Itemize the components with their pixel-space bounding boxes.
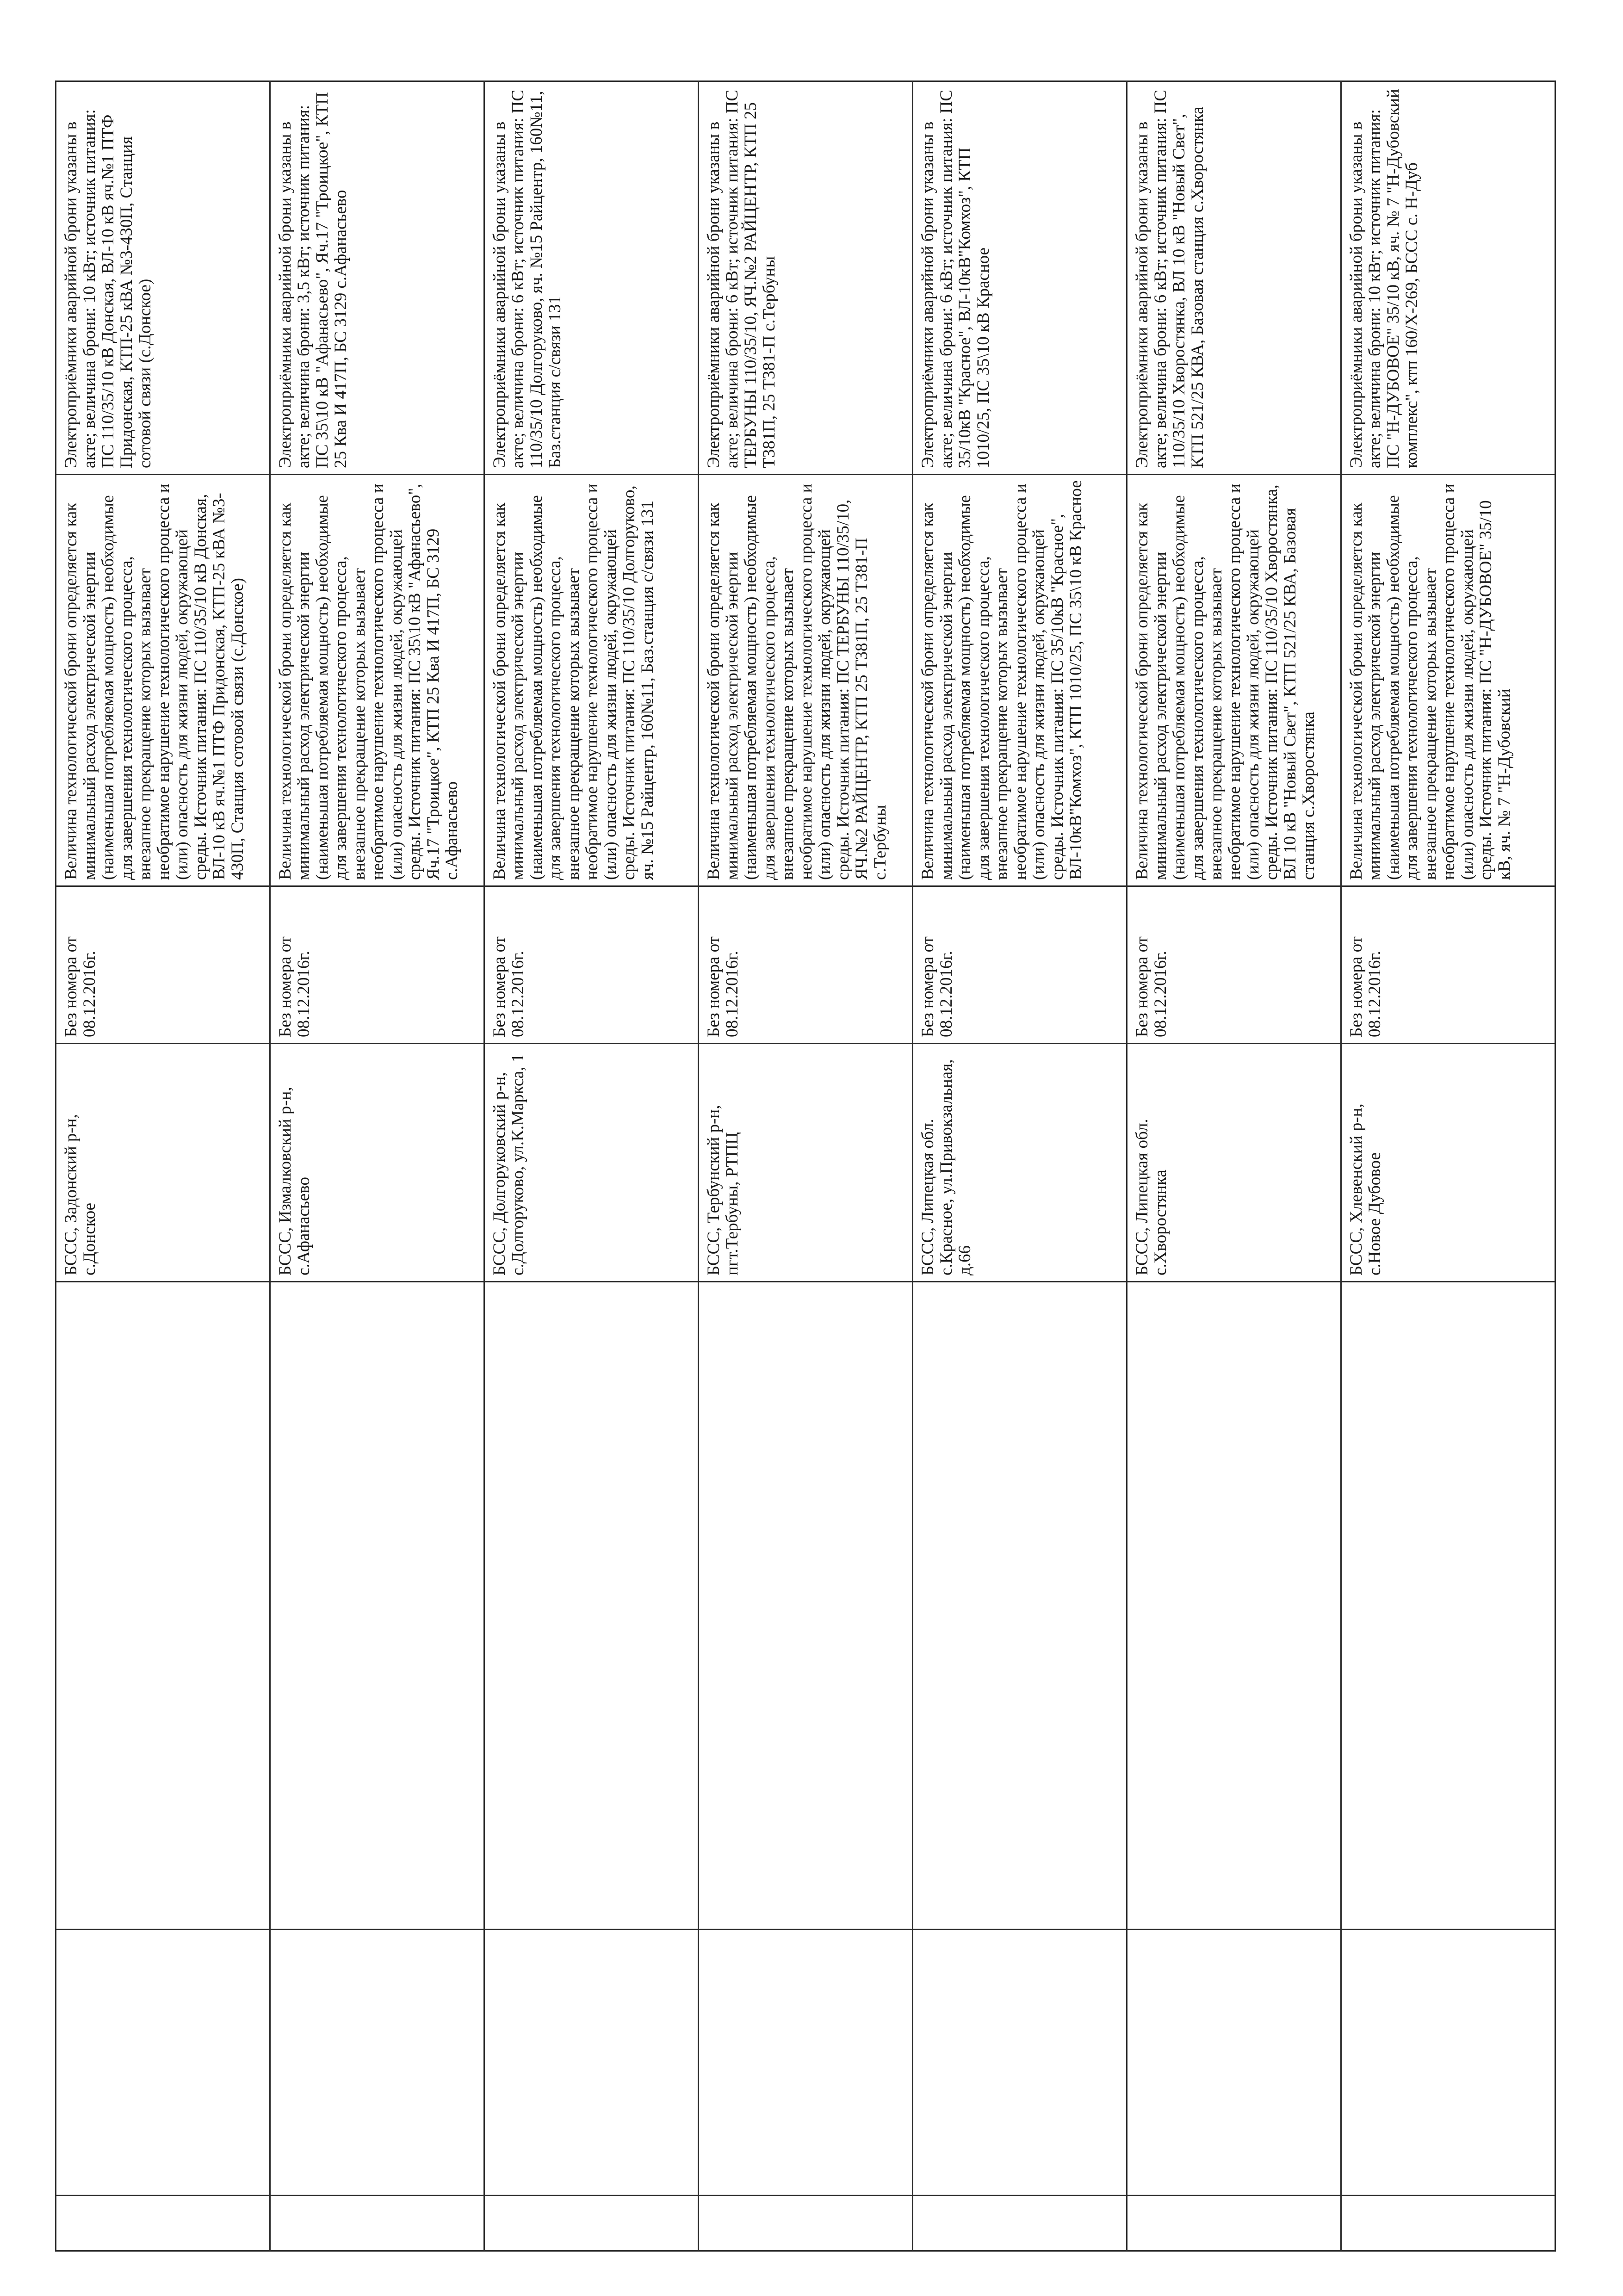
emergency-reserve-cell: Электроприёмники аварийной брони указаны в акте; величина брони: 6 кВт; источник питания: ПС ТЕРБУНЫ 110/35/10, ЯЧ.№2 РАЙЦЕНТР, КТП 25 Т381П, 25 Т381-П с.Тербуны — [699, 81, 913, 475]
location-cell: БССС, Долгоруковский р-н, с.Долгоруково, ул.К.Маркса, 1 — [484, 1044, 699, 1282]
location-cell: БССС, Хлевенский р-н, с.Новое Дубовое — [1341, 1044, 1555, 1282]
table-row — [699, 81, 913, 2251]
emergency-reserve-cell: Электроприёмники аварийной брони указаны в акте; величина брони: 6 кВт; источник питания: ПС 110/35/10 Долгоруково, яч. №15 Райцентр, 160№11, Баз.станция с/связи 131 — [484, 81, 699, 475]
empty-cell — [913, 1930, 1127, 2196]
emergency-reserve-cell: Электроприёмники аварийной брони указаны в акте; величина брони: 10 кВт; источник питания: ПС "Н-ДУБОВОЕ" 35/10 кВ, яч. № 7 "Н-Дубовский комплекс", ктп 160/Х-269, БССС с. Н-Дуб — [1341, 81, 1555, 475]
act-cell: Без номера от 08.12.2016г. — [699, 886, 913, 1044]
reserve-table — [55, 80, 1556, 2252]
act-cell: Без номера от 08.12.2016г. — [1127, 886, 1341, 1044]
reserve-table-body — [56, 81, 1555, 2251]
tech-reserve-cell: Величина технологической брони определяется как минимальный расход электрической энергии (наименьшая потребляемая мощность) необходимые для завершения технологического процесса, внезапное прекращение которых вызывает необратимое нарушение технологического процесса и (или) опасность для жизни людей, окружающей среды. Источник питания: ПС ТЕРБУНЫ 110/35/10, ЯЧ.№2 РАЙЦЕНТР, КТП 25 Т381П, 25 Т381-П с.Тербуны — [699, 475, 913, 886]
location-cell: БССС, Тербунский р-н, пгт.Тербуны, РТПЦ — [699, 1044, 913, 1282]
empty-cell — [484, 1282, 699, 1930]
act-cell: Без номера от 08.12.2016г. — [484, 886, 699, 1044]
table-row — [913, 81, 1127, 2251]
location-cell: БССС, Липецкая обл. с.Красное, ул.Привокзальная, д.66 — [913, 1044, 1127, 1282]
rotated-landscape-sheet — [55, 82, 1568, 2252]
location-cell: БССС, Измалковский р-н, с.Афанасьево — [270, 1044, 484, 1282]
location-cell: БССС, Задонский р-н, с.Донское — [56, 1044, 270, 1282]
emergency-reserve-cell: Электроприёмники аварийной брони указаны в акте; величина брони: 6 кВт; источник питания: ПС 35/10кВ "Красное", ВЛ-10кВ"Комхоз", КТП 1010/25, ПС 35\10 кВ Красное — [913, 81, 1127, 475]
empty-cell — [270, 1282, 484, 1930]
emergency-reserve-cell: Электроприёмники аварийной брони указаны в акте; величина брони: 10 кВт; источник питания: ПС 110/35/10 кВ Донская, ВЛ-10 кВ яч.№1 ПТФ Придонская, КТП-25 кВА №3-430П, Станция сотовой связи (с.Донское) — [56, 81, 270, 475]
empty-cell — [1341, 1282, 1555, 1930]
tech-reserve-cell: Величина технологической брони определяется как минимальный расход электрической энергии (наименьшая потребляемая мощность) необходимые для завершения технологического процесса, внезапное прекращение которых вызывает необратимое нарушение технологического процесса и (или) опасность для жизни людей, окружающей среды. Источник питания: ПС 35\10 кВ "Афанасьево", Яч.17 "Троицкое", КТП 25 Ква И 417П, БС 3129 с.Афанасьево — [270, 475, 484, 886]
table-row — [1341, 81, 1555, 2251]
empty-cell — [1341, 1930, 1555, 2196]
table-row — [1127, 81, 1341, 2251]
empty-cell — [913, 1282, 1127, 1930]
empty-cell — [270, 1930, 484, 2196]
empty-cell — [484, 1930, 699, 2196]
empty-cell — [699, 1282, 913, 1930]
tech-reserve-cell: Величина технологической брони определяется как минимальный расход электрической энергии (наименьшая потребляемая мощность) необходимые для завершения технологического процесса, внезапное прекращение которых вызывает необратимое нарушение технологического процесса и (или) опасность для жизни людей, окружающей среды. Источник питания: ПС 110/35/10 Долгоруково, яч. №15 Райцентр, 160№11, Баз.станция с/связи 131 — [484, 475, 699, 886]
act-cell: Без номера от 08.12.2016г. — [913, 886, 1127, 1044]
empty-cell — [484, 2196, 699, 2251]
act-cell: Без номера от 08.12.2016г. — [270, 886, 484, 1044]
table-row — [56, 81, 270, 2251]
tech-reserve-cell: Величина технологической брони определяется как минимальный расход электрической энергии (наименьшая потребляемая мощность) необходимые для завершения технологического процесса, внезапное прекращение которых вызывает необратимое нарушение технологического процесса и (или) опасность для жизни людей, окружающей среды. Источник питания: ПС 110/35/10 Хворостянка, ВЛ 10 кВ "Новый Свет", КТП 521/25 КВА, Базовая станция с.Хворостянка — [1127, 475, 1341, 886]
empty-cell — [56, 1282, 270, 1930]
empty-cell — [1127, 1282, 1341, 1930]
table-row — [484, 81, 699, 2251]
act-cell: Без номера от 08.12.2016г. — [56, 886, 270, 1044]
emergency-reserve-cell: Электроприёмники аварийной брони указаны в акте; величина брони: 6 кВт; источник питания: ПС 110/35/10 Хворостянка, ВЛ 10 кВ "Новый Свет", КТП 521/25 КВА, Базовая станция с.Хворостянка — [1127, 81, 1341, 475]
table-row — [270, 81, 484, 2251]
empty-cell — [913, 2196, 1127, 2251]
empty-cell — [270, 2196, 484, 2251]
tech-reserve-cell: Величина технологической брони определяется как минимальный расход электрической энергии (наименьшая потребляемая мощность) необходимые для завершения технологического процесса, внезапное прекращение которых вызывает необратимое нарушение технологического процесса и (или) опасность для жизни людей, окружающей среды. Источник питания: ПС 35/10кВ "Красное", ВЛ-10кВ"Комхоз", КТП 1010/25, ПС 35\10 кВ Красное — [913, 475, 1127, 886]
act-cell: Без номера от 08.12.2016г. — [1341, 886, 1555, 1044]
empty-cell — [56, 2196, 270, 2251]
empty-cell — [56, 1930, 270, 2196]
empty-cell — [699, 2196, 913, 2251]
location-cell: БССС, Липецкая обл. с.Хворостянка — [1127, 1044, 1341, 1282]
empty-cell — [1341, 2196, 1555, 2251]
empty-cell — [699, 1930, 913, 2196]
tech-reserve-cell: Величина технологической брони определяется как минимальный расход электрической энергии (наименьшая потребляемая мощность) необходимые для завершения технологического процесса, внезапное прекращение которых вызывает необратимое нарушение технологического процесса и (или) опасность для жизни людей, окружающей среды. Источник питания: ПС 110/35/10 кВ Донская, ВЛ-10 кВ яч.№1 ПТФ Придонская, КТП-25 кВА №3-430П, Станция сотовой связи (с.Донское) — [56, 475, 270, 886]
tech-reserve-cell: Величина технологической брони определяется как минимальный расход электрической энергии (наименьшая потребляемая мощность) необходимые для завершения технологического процесса, внезапное прекращение которых вызывает необратимое нарушение технологического процесса и (или) опасность для жизни людей, окружающей среды. Источник питания: ПС "Н-ДУБОВОЕ" 35/10 кВ, яч. № 7 "Н-Дубовский — [1341, 475, 1555, 886]
empty-cell — [1127, 2196, 1341, 2251]
empty-cell — [1127, 1930, 1341, 2196]
emergency-reserve-cell: Электроприёмники аварийной брони указаны в акте; величина брони: 3,5 кВт; источник питания: ПС 35\10 кВ "Афанасьево", Яч.17 "Троицкое", КТП 25 Ква И 417П, БС 3129 с.Афанасьево — [270, 81, 484, 475]
